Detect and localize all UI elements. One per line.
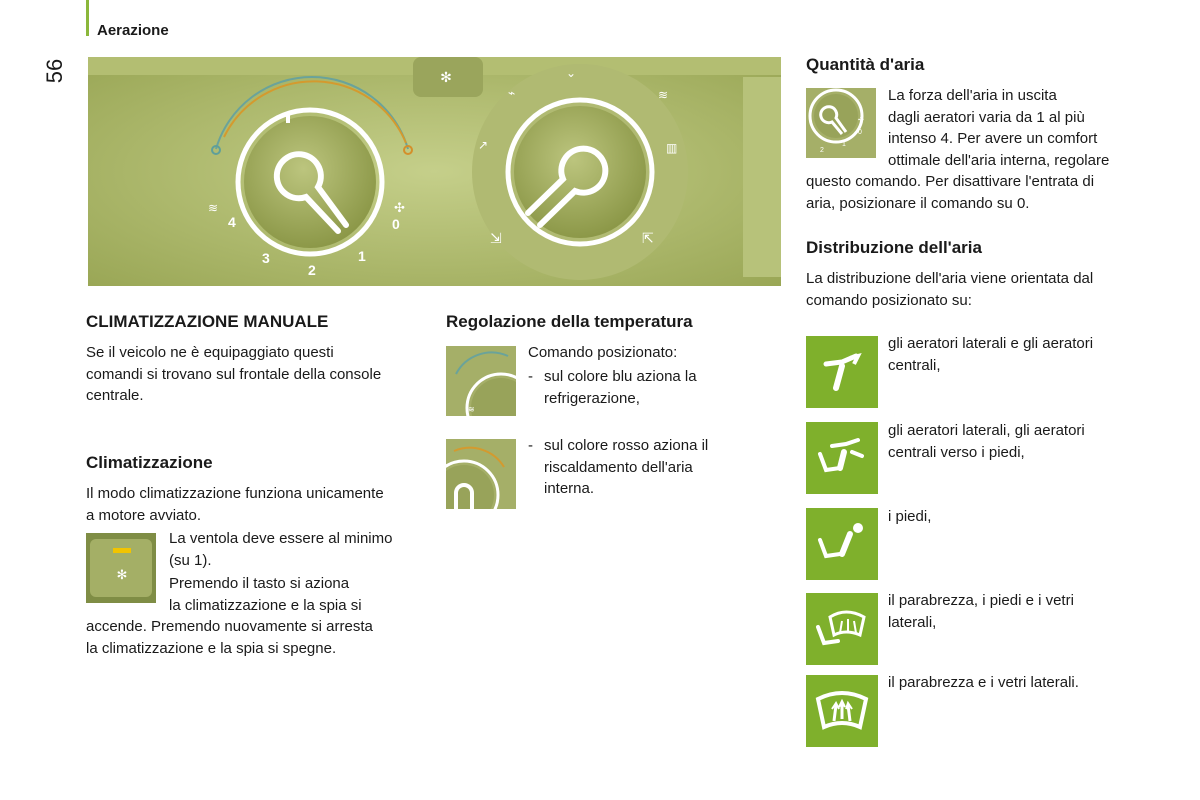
svg-text:⌄: ⌄ bbox=[566, 66, 577, 80]
svg-text:≋: ≋ bbox=[658, 88, 669, 102]
clim-rest-1: accende. Premendo nuovamente si arresta bbox=[86, 618, 373, 635]
clim-text-1: Il modo climatizzazione funziona unicamente bbox=[86, 485, 384, 502]
qty-side-1: La forza dell'aria in uscita bbox=[888, 87, 1057, 104]
svg-text:⇲: ⇲ bbox=[490, 230, 502, 246]
temp-red-1: sul colore rosso aziona il bbox=[544, 437, 709, 454]
option-4-line-1: il parabrezza, i piedi e i vetri bbox=[888, 592, 1074, 609]
dist-intro-2: comando posizionato su: bbox=[806, 291, 972, 309]
svg-text:≋: ≋ bbox=[468, 405, 475, 414]
svg-text:⌁: ⌁ bbox=[508, 86, 516, 100]
svg-text:⇱: ⇱ bbox=[642, 230, 654, 246]
clim-rest-2: la climatizzazione e la spia si spegne. bbox=[86, 639, 337, 657]
clim-side-4: la climatizzazione e la spia si bbox=[169, 596, 362, 614]
air-distribution-title: Distribuzione dell'aria bbox=[806, 238, 982, 257]
dash-blue: - bbox=[528, 368, 533, 385]
control-panel-photo bbox=[88, 57, 781, 286]
qty-side-2: dagli aeratori varia da 1 al più bbox=[888, 108, 1085, 126]
temp-blue-thumbnail bbox=[446, 346, 516, 416]
clim-side-1: La ventola deve essere al minimo bbox=[169, 530, 393, 547]
intro-line-1: Se il veicolo ne è equipaggiato questi bbox=[86, 344, 334, 361]
temp-blue-1: sul colore blu aziona la bbox=[544, 368, 697, 385]
svg-text:✻: ✻ bbox=[440, 70, 452, 86]
speed-3-label: 3 bbox=[262, 250, 270, 266]
qty-side-4: ottimale dell'aria interna, regolare bbox=[888, 151, 1110, 169]
svg-text:✣: ✣ bbox=[394, 200, 405, 215]
speed-1-label: 1 bbox=[358, 248, 366, 264]
svg-text:≋: ≋ bbox=[208, 201, 219, 215]
option-1-line-2: centrali, bbox=[888, 356, 941, 374]
option-4-line-2: laterali, bbox=[888, 613, 937, 631]
svg-text:0: 0 bbox=[858, 129, 862, 136]
option-2-line-1: gli aeratori laterali, gli aeratori bbox=[888, 422, 1085, 439]
section-title: Aerazione bbox=[97, 22, 169, 39]
intro-line-2: comandi si trovano sul frontale della console bbox=[86, 365, 382, 383]
svg-text:▥: ▥ bbox=[666, 141, 678, 155]
header-accent-bar bbox=[86, 0, 89, 36]
temp-red-3: interna. bbox=[544, 480, 595, 497]
temp-blue-2: refrigerazione, bbox=[544, 389, 640, 407]
ac-button-thumbnail bbox=[86, 533, 156, 603]
svg-text:1: 1 bbox=[842, 141, 846, 148]
clim-text-2: a motore avviato. bbox=[86, 506, 202, 524]
svg-text:✻: ✻ bbox=[116, 568, 128, 583]
temperature-title: Regolazione della temperatura bbox=[446, 312, 693, 331]
qty-rest-1: questo comando. Per disattivare l'entrata di bbox=[806, 173, 1095, 190]
svg-text:✣: ✣ bbox=[858, 117, 864, 124]
qty-side-3: intenso 4. Per avere un comfort bbox=[888, 130, 1098, 147]
dash-red: - bbox=[528, 437, 533, 454]
speed-2-label: 2 bbox=[308, 262, 316, 278]
svg-text:2: 2 bbox=[820, 147, 824, 154]
fan-speed-thumbnail bbox=[806, 88, 876, 158]
page-number: 56 bbox=[42, 58, 67, 84]
manual-climate-title: CLIMATIZZAZIONE MANUALE bbox=[86, 312, 329, 331]
option-5-line-1: il parabrezza e i vetri laterali. bbox=[888, 674, 1079, 691]
face-vents-icon bbox=[806, 336, 878, 408]
feet-vents-icon bbox=[806, 508, 878, 580]
windscreen-feet-icon bbox=[806, 593, 878, 665]
speed-4-label: 4 bbox=[228, 214, 236, 230]
temp-intro: Comando posizionato: bbox=[528, 344, 678, 361]
temp-red-2: riscaldamento dell'aria bbox=[544, 458, 693, 476]
intro-line-3: centrale. bbox=[86, 387, 144, 404]
dist-intro-1: La distribuzione dell'aria viene orientata dal bbox=[806, 270, 1094, 287]
climatizzazione-title: Climatizzazione bbox=[86, 453, 213, 472]
face-feet-vents-icon bbox=[806, 422, 878, 494]
qty-rest-2: aria, posizionare il comando su 0. bbox=[806, 194, 1030, 212]
speed-0-label: 0 bbox=[392, 216, 400, 232]
svg-text:↗: ↗ bbox=[478, 138, 489, 152]
air-quantity-title: Quantità d'aria bbox=[806, 55, 925, 74]
option-2-line-2: centrali verso i piedi, bbox=[888, 443, 1025, 461]
windscreen-icon bbox=[806, 675, 878, 747]
temp-red-thumbnail bbox=[446, 439, 516, 509]
clim-side-3: Premendo il tasto si aziona bbox=[169, 575, 350, 592]
clim-side-2: (su 1). bbox=[169, 551, 212, 569]
option-3-line-1: i piedi, bbox=[888, 508, 932, 525]
option-1-line-1: gli aeratori laterali e gli aeratori bbox=[888, 335, 1094, 352]
